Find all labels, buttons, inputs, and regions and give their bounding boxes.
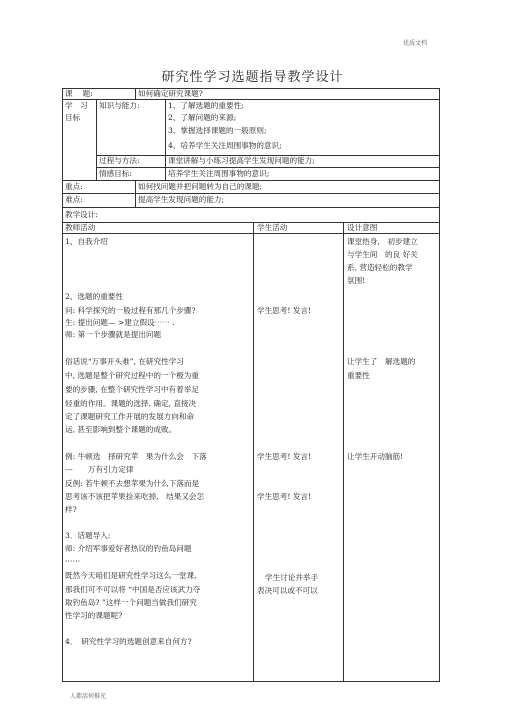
header-note: 优质文档 bbox=[402, 40, 427, 47]
knowledge-item: 1、了解选题的重要性; bbox=[168, 101, 244, 110]
page-title: 研究性学习选题指导教学设计 bbox=[161, 70, 344, 85]
difficulty-label: 难点: bbox=[65, 195, 83, 204]
teacher-step: 4． 研究性学习的选题创意来自何方? bbox=[65, 637, 192, 646]
lesson-label: 课 题: bbox=[65, 89, 93, 98]
column-header-student: 学生活动 bbox=[257, 223, 288, 232]
teacher-line: 样? bbox=[65, 505, 77, 514]
row-divider bbox=[62, 222, 440, 223]
student-activity: 表决可以或不可以 bbox=[257, 586, 318, 595]
teacher-line: 生: 提出问题— >建立假设⋯⋯ . bbox=[65, 318, 175, 327]
footer-note: 人都活何推光 bbox=[70, 693, 107, 700]
teacher-line: 轻重的作用。课题的选择, 确定, 直接决 bbox=[65, 399, 197, 408]
key-point-value: 如何找问题并把问题转为自己的课题; bbox=[138, 182, 263, 191]
teacher-line: 师: 第一个步骤就是提出问题 bbox=[65, 330, 162, 339]
col-divider bbox=[135, 88, 136, 100]
difficulty-value: 提高学生发现问题的能力; bbox=[138, 195, 225, 204]
knowledge-item: 4、培养学生关注周围事物的意识; bbox=[168, 141, 282, 150]
knowledge-label: 知识与能力: bbox=[99, 101, 140, 110]
col-divider bbox=[343, 222, 344, 682]
emotion-label: 情感目标: bbox=[99, 169, 132, 178]
teacher-line: 那我们可不可以将 “中国是否应该武力夺 bbox=[65, 585, 201, 594]
design-intent: 课堂热身, 初步建立 bbox=[347, 237, 418, 246]
teacher-line: 师: 介绍军事爱好者热议的钓鱼岛问题 bbox=[65, 544, 192, 553]
goals-label: 学 习 bbox=[65, 101, 88, 110]
teacher-line: 问: 科学探究的一般过程有那几个步骤? bbox=[65, 306, 196, 315]
knowledge-item: 2、了解问题的来源; bbox=[168, 113, 237, 122]
teacher-line: 性学习的课题呢? bbox=[65, 611, 123, 620]
design-intent: 让学生开动脑筋! bbox=[347, 452, 404, 461]
teacher-line: 既然今天咱们是研究性学习这么一堂课, bbox=[65, 571, 197, 580]
column-header-teacher: 教师活动 bbox=[65, 223, 96, 232]
process-label: 过程与方法: bbox=[99, 156, 140, 165]
key-point-label: 重点: bbox=[65, 182, 83, 191]
teacher-line: --- 万有引力定律 bbox=[65, 465, 134, 474]
design-intent: 让学生了 解选题的 bbox=[347, 357, 416, 366]
design-label: 教学设计: bbox=[65, 210, 98, 219]
row-divider bbox=[62, 207, 440, 208]
student-activity: 学生思考! 发言! bbox=[257, 492, 312, 501]
lesson-value: 如何确定研究课题? bbox=[138, 89, 203, 98]
teacher-step: 2、选题的重要性 bbox=[65, 292, 123, 301]
teacher-line: 定了课题研究工作开展的发展方向和命 bbox=[65, 412, 195, 421]
teacher-step: 3．话题导入: bbox=[65, 531, 111, 540]
design-intent: 氛围! bbox=[347, 276, 366, 285]
student-activity: 学生思考! 发言! bbox=[257, 306, 312, 315]
teacher-line: 例: 牛顿选 择研究苹 果为什么会 下落 bbox=[65, 452, 207, 461]
column-header-intent: 设计意图 bbox=[347, 223, 378, 232]
row-divider bbox=[62, 233, 440, 234]
teacher-line: 要的步骤, 在整个研究性学习中有着举足 bbox=[65, 385, 199, 394]
student-activity: 学生思考! 发言! bbox=[257, 452, 312, 461]
design-intent: 重要性 bbox=[347, 371, 370, 380]
teacher-line: 思考该不该把苹果捡来吃掉, 结果又会怎 bbox=[65, 492, 205, 501]
teacher-line: ⋯⋯ bbox=[65, 556, 81, 565]
student-activity: 学生讨论并举手 bbox=[265, 573, 319, 582]
teacher-line: 中, 选题是整个研究过程中的一个极为重 bbox=[65, 371, 199, 380]
teacher-line: 反例: 若牛顿不去想苹果为什么下落而是 bbox=[65, 479, 200, 488]
teacher-line: 运, 甚至影响到整个课题的成败。 bbox=[65, 425, 177, 434]
emotion-value: 培养学生关注周围事物的意识; bbox=[168, 169, 270, 178]
design-intent: 系, 营造轻松的教学 bbox=[347, 263, 413, 272]
col-divider bbox=[135, 180, 136, 207]
col-divider bbox=[96, 99, 97, 180]
knowledge-item: 3、掌握选择课题的一般原则; bbox=[168, 126, 267, 135]
col-divider bbox=[165, 99, 166, 180]
teacher-line: 俗话说“万事开头难”, 在研究性学习 bbox=[65, 357, 184, 366]
goals-label: 目标 bbox=[65, 113, 81, 122]
col-divider bbox=[253, 222, 254, 682]
process-value: 课堂讲解与小练习提高学生发现问题的能力; bbox=[168, 156, 315, 165]
teacher-line: 取钓鱼岛? ”这样一个问题当做我们研究 bbox=[65, 598, 197, 607]
design-intent: 与学生间 的良 好关 bbox=[347, 250, 418, 259]
teacher-step: 1、自我介绍 bbox=[65, 237, 108, 246]
row-divider bbox=[62, 193, 440, 194]
